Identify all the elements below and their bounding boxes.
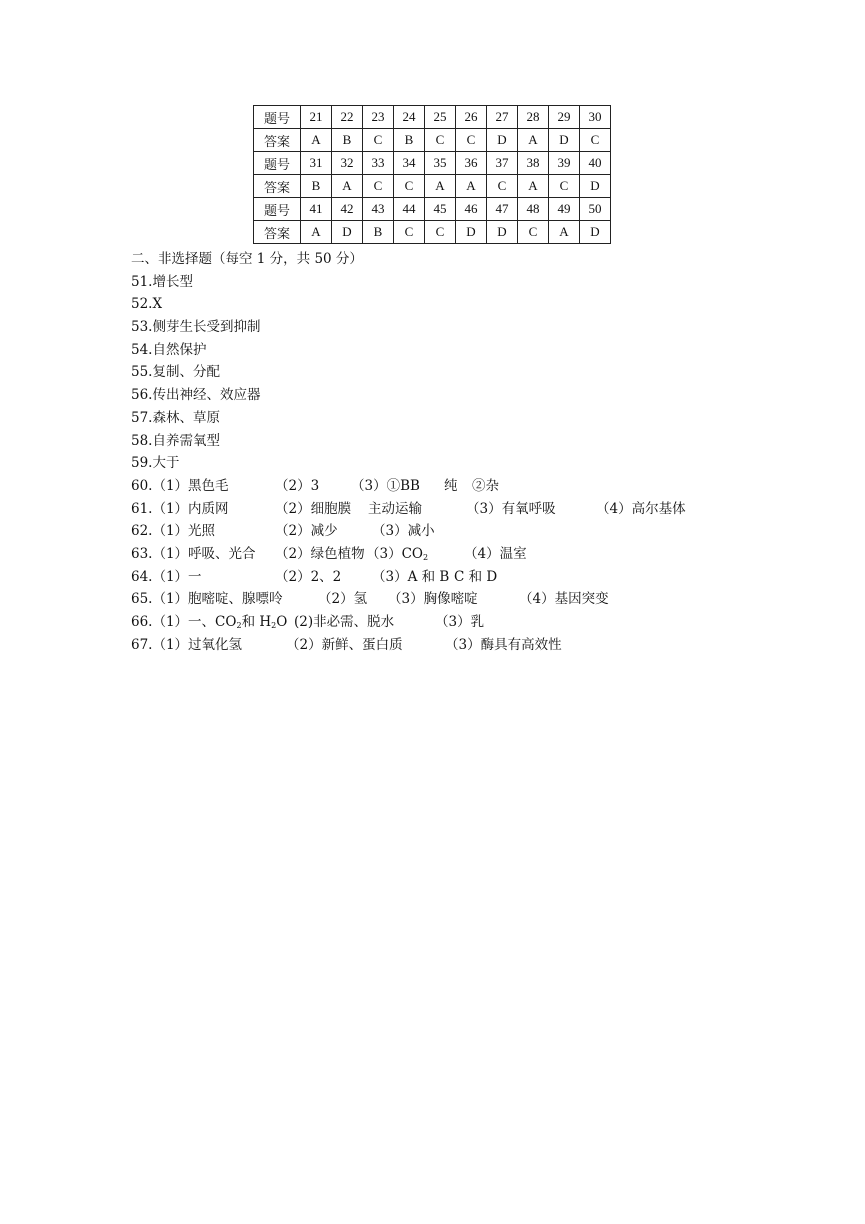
answer-66-co2-subscript: 2 [236,621,242,630]
table-cell: 29 [549,106,580,129]
row-header: 答案 [254,221,301,244]
answer-67-part-1: 67.（1）过氧化氢 [131,636,243,653]
answer-65-part-1: 65.（1）胞嘧啶、腺嘌呤 [131,591,283,608]
row-header: 题号 [254,106,301,129]
answer-65-part-3: （3）胸像嘧啶 [388,591,478,608]
answer-66-part-3: （3）乳 [435,614,485,630]
table-cell: D [456,221,487,244]
table-cell: 26 [456,106,487,129]
table-cell: 23 [363,106,394,129]
table-cell: 33 [363,152,394,175]
answer-63-part-3 [366,543,464,566]
table-cell: 45 [425,198,456,221]
table-cell: C [394,221,425,244]
table-cell: 37 [487,152,518,175]
table-cell: 31 [301,152,332,175]
answer-62-part-2: （2）减少 [275,523,338,540]
answer-57: 57.森林、草原 [131,409,220,426]
table-cell: C [425,129,456,152]
table-cell: 41 [301,198,332,221]
answer-64-part-3: （3）A 和 B [372,568,450,585]
table-cell: D [580,221,611,244]
answer-60 [131,475,686,498]
table-row [254,198,611,221]
table-cell: A [549,221,580,244]
answer-61 [131,498,686,521]
answer-66-part-2: (2)非必需、脱水 [294,614,395,630]
answer-63-co2-text: （3）CO [366,545,423,562]
answer-64-part-1: 64.（1）一 [131,568,202,585]
table-cell: 46 [456,198,487,221]
answer-59: 59.大于 [131,455,180,472]
table-cell: A [518,129,549,152]
table-cell: 30 [580,106,611,129]
answer-66-co2-text: 66.（1）一、CO [131,614,237,630]
answer-key-table [253,105,611,244]
answer-key-table-body [254,106,611,244]
table-cell: 25 [425,106,456,129]
answer-51: 51.增长型 [131,273,193,290]
table-cell: 48 [518,198,549,221]
table-cell: 42 [332,198,363,221]
answer-58: 58.自养需氧型 [131,432,220,449]
table-cell: 32 [332,152,363,175]
non-choice-answers [131,248,686,656]
table-row [254,152,611,175]
table-cell: 38 [518,152,549,175]
table-cell: C [394,175,425,198]
table-cell: C [487,175,518,198]
answer-62 [131,520,686,543]
answer-61-part-5: （4）高尔基体 [596,500,686,517]
answer-63 [131,543,686,566]
table-cell: A [456,175,487,198]
table-row [254,129,611,152]
table-cell: B [301,175,332,198]
answer-65-part-2: （2）氢 [318,591,368,608]
table-cell: C [580,129,611,152]
answer-67-part-3: （3）酶具有高效性 [445,636,562,653]
table-cell: 50 [580,198,611,221]
table-cell: A [301,129,332,152]
answer-67 [131,634,686,657]
table-cell: C [363,129,394,152]
answer-66-h2o-o: O [276,614,288,630]
table-cell: 24 [394,106,425,129]
answer-66-h2o-text: 和 H [241,614,272,630]
answer-63-co2-subscript: 2 [423,552,429,562]
answer-65 [131,588,686,611]
table-cell: B [332,129,363,152]
row-header: 题号 [254,198,301,221]
table-cell: 21 [301,106,332,129]
answer-63-part-4: （4）温室 [464,545,527,562]
table-row [254,175,611,198]
table-cell: 22 [332,106,363,129]
answer-56: 56.传出神经、效应器 [131,387,261,404]
table-cell: C [518,221,549,244]
table-cell: A [332,175,363,198]
answer-65-part-4: （4）基因突变 [519,591,609,608]
answer-61-part-3: 主动运输 [368,500,422,517]
table-cell: 27 [487,106,518,129]
table-cell: 43 [363,198,394,221]
answer-61-part-2: （2）细胞膜 [275,500,352,517]
answer-55: 55.复制、分配 [131,364,220,381]
answer-63-part-1: 63.（1）呼吸、光合 [131,545,256,562]
table-cell: C [425,221,456,244]
table-cell: C [363,175,394,198]
table-cell: 49 [549,198,580,221]
answer-53: 53.侧芽生长受到抑制 [131,319,261,336]
answer-60-part-1: 60.（1）黑色毛 [131,477,229,494]
answer-60-part-5: ②杂 [472,477,499,494]
table-cell: C [456,129,487,152]
table-cell: D [332,221,363,244]
row-header: 答案 [254,175,301,198]
table-cell: D [487,129,518,152]
answer-64 [131,566,686,589]
table-cell: A [518,175,549,198]
table-cell: A [301,221,332,244]
answer-60-part-2: （2）3 [275,477,320,494]
table-cell: C [549,175,580,198]
table-cell: 36 [456,152,487,175]
answer-60-part-3: （3）①BB [351,477,420,494]
table-cell: D [549,129,580,152]
table-cell: 39 [549,152,580,175]
answer-64-part-2: （2）2、2 [275,568,342,585]
answer-61-part-1: 61.（1）内质网 [131,500,229,517]
table-cell: 40 [580,152,611,175]
answer-66-h2o-subscript: 2 [271,621,277,630]
table-cell: B [394,129,425,152]
answer-67-part-2: （2）新鲜、蛋白质 [286,636,403,653]
answer-52: 52.X [131,296,163,313]
row-header: 答案 [254,129,301,152]
answer-63-part-2: （2）绿色植物 [275,545,365,562]
table-cell: 47 [487,198,518,221]
table-cell: A [425,175,456,198]
answer-60-part-4: 纯 [444,477,458,494]
row-header: 题号 [254,152,301,175]
answer-64-part-4: C 和 D [454,568,498,585]
section-title: 二、非选择题（每空 1 分，共 50 分） [131,251,363,267]
table-cell: D [487,221,518,244]
table-row [254,106,611,129]
answer-54: 54.自然保护 [131,341,207,358]
answer-61-part-4: （3）有氧呼吸 [466,500,556,517]
answer-66 [131,611,686,634]
table-cell: 44 [394,198,425,221]
table-cell: 34 [394,152,425,175]
answer-66-part-1 [131,611,294,634]
table-cell: D [580,175,611,198]
table-cell: 28 [518,106,549,129]
answer-62-part-3: （3）减小 [372,523,435,540]
answer-62-part-1: 62.（1）光照 [131,523,216,540]
table-cell: B [363,221,394,244]
table-row [254,221,611,244]
table-cell: 35 [425,152,456,175]
